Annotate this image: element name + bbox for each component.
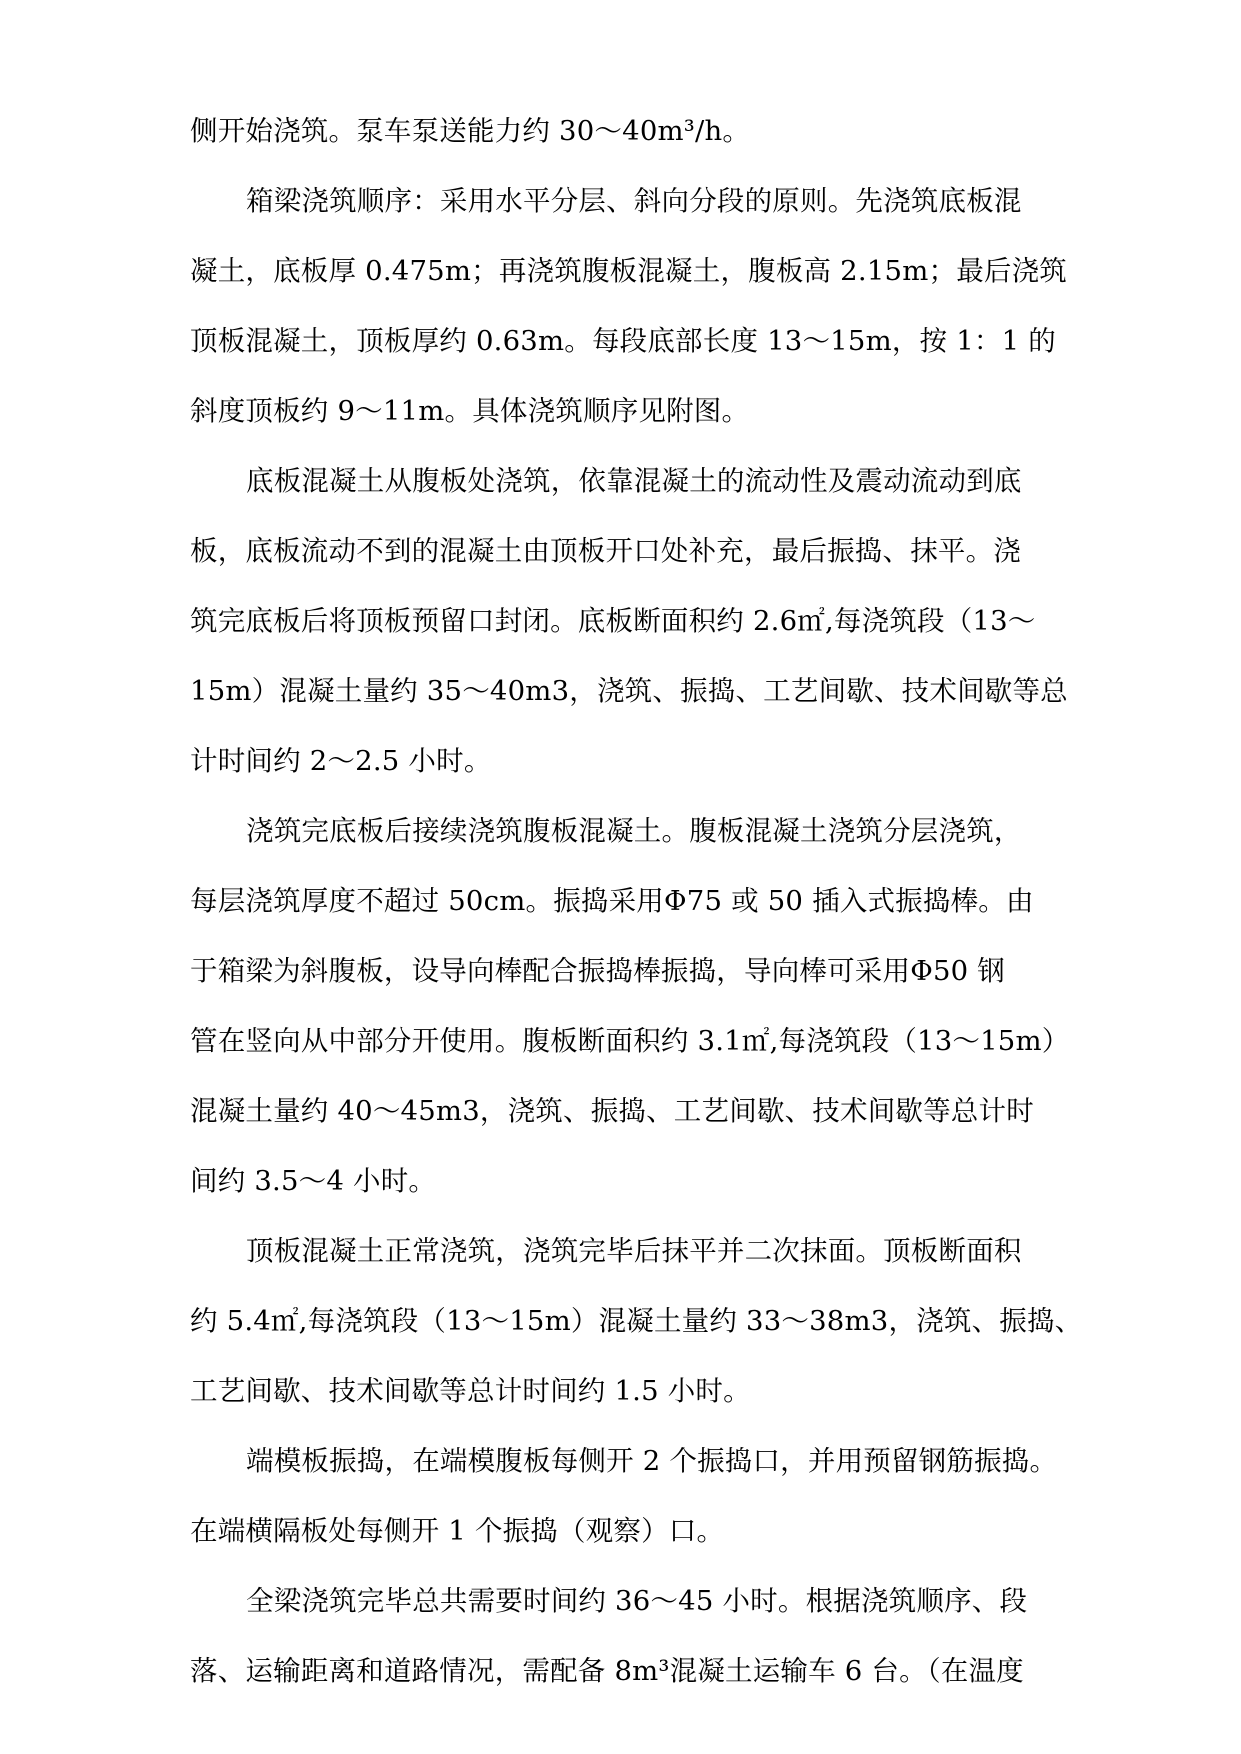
text-line: 在端横隔板处每侧开 1 个振捣（观察）口。 — [190, 1515, 725, 1547]
text-line: 侧开始浇筑。泵车泵送能力约 30～40m³/h。 — [190, 115, 751, 147]
paragraph-first-line: 端模板振捣，在端模腹板每侧开 2 个振捣口，并用预留钢筋振捣。 — [246, 1445, 1058, 1477]
document-body — [190, 96, 1083, 1706]
paragraph-first-line: 浇筑完底板后接续浇筑腹板混凝土。腹板混凝土浇筑分层浇筑， — [246, 815, 1022, 847]
paragraph-first-line: 箱梁浇筑顺序：采用水平分层、斜向分段的原则。先浇筑底板混 — [246, 185, 1022, 217]
text-line: 于箱梁为斜腹板，设导向棒配合振捣棒振捣，导向棒可采用Φ50 钢 — [190, 955, 1005, 987]
text-line: 落、运输距离和道路情况，需配备 8m³混凝土运输车 6 台。（在温度 — [190, 1655, 1024, 1687]
paragraph-first-line: 顶板混凝土正常浇筑，浇筑完毕后抹平并二次抹面。顶板断面积 — [246, 1235, 1022, 1267]
text-line: 混凝土量约 40～45m3，浇筑、振捣、工艺间歇、技术间歇等总计时 — [190, 1095, 1034, 1127]
text-line: 15m）混凝土量约 35～40m3，浇筑、振捣、工艺间歇、技术间歇等总 — [190, 675, 1068, 707]
text-line: 斜度顶板约 9～11m。具体浇筑顺序见附图。 — [190, 395, 750, 427]
text-line: 工艺间歇、技术间歇等总计时间约 1.5 小时。 — [190, 1375, 751, 1407]
text-line: 顶板混凝土，顶板厚约 0.63m。每段底部长度 13～15m，按 1：1 的 — [190, 325, 1056, 357]
paragraph-first-line: 全梁浇筑完毕总共需要时间约 36～45 小时。根据浇筑顺序、段 — [246, 1585, 1028, 1617]
text-line: 板，底板流动不到的混凝土由顶板开口处补充，最后振捣、抹平。浇 — [190, 535, 1021, 567]
text-line: 凝土，底板厚 0.475m；再浇筑腹板混凝土，腹板高 2.15m；最后浇筑 — [190, 255, 1067, 287]
text-line: 约 5.4㎡,每浇筑段（13～15m）混凝土量约 33～38m3，浇筑、振捣、 — [190, 1305, 1083, 1337]
text-line: 间约 3.5～4 小时。 — [190, 1165, 437, 1197]
text-line: 筑完底板后将顶板预留口封闭。底板断面积约 2.6㎡,每浇筑段（13～ — [190, 605, 1036, 637]
text-line: 管在竖向从中部分开使用。腹板断面积约 3.1㎡,每浇筑段（13～15m） — [190, 1025, 1070, 1057]
paragraph-first-line: 底板混凝土从腹板处浇筑，依靠混凝土的流动性及震动流动到底 — [246, 465, 1022, 497]
text-line: 计时间约 2～2.5 小时。 — [190, 745, 492, 777]
text-line: 每层浇筑厚度不超过 50cm。振捣采用Φ75 或 50 插入式振捣棒。由 — [190, 885, 1034, 917]
